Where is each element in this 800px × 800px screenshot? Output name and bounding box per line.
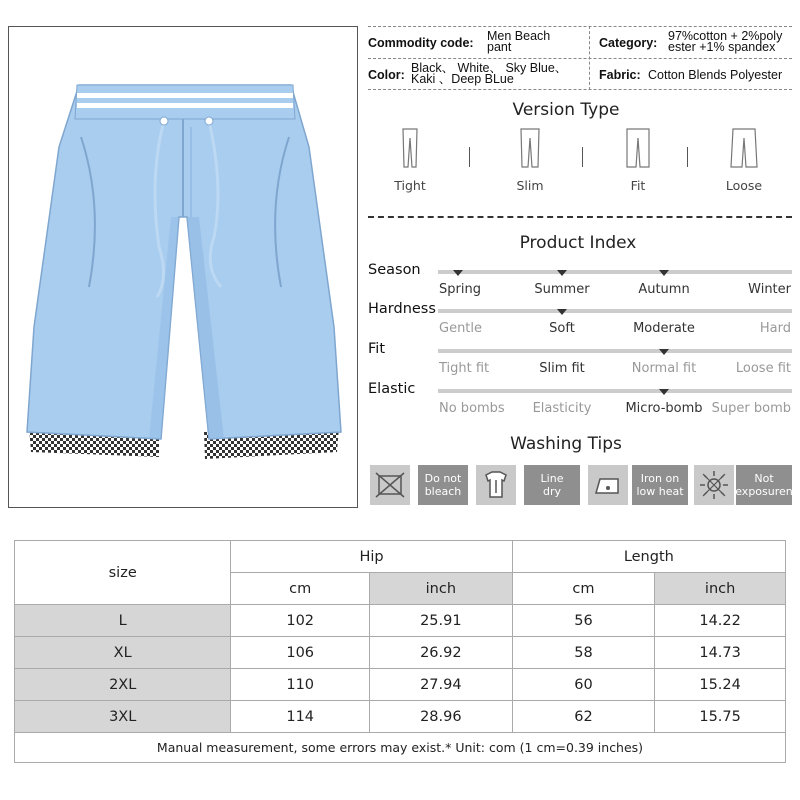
index-option: Tight fit [439,361,490,376]
length-inch-cell: 15.24 [655,669,786,701]
no-bleach-icon [370,465,410,505]
length-inch-cell: 14.22 [655,605,786,637]
section-divider [368,216,792,218]
fabric-value: Cotton Blends Polyester [648,68,783,82]
index-scale-bar [438,349,792,353]
iron-icon-tile [588,465,628,505]
index-selected-marker [659,270,669,276]
version-type-title: Version Type [512,100,620,120]
index-option: No bombs [439,401,505,416]
index-option: Summer [534,282,590,297]
product-index-title: Product Index [519,233,637,253]
blue-shorts-image [9,27,357,507]
length-header: Length [512,541,785,573]
version-fit: Fit [598,128,678,193]
version-slim: Slim [490,128,570,193]
fabric-label: Fabric: [599,68,641,82]
length-cm-cell: 56 [512,605,655,637]
commodity-code-value: Men Beach pant [487,29,551,54]
no-sun-icon [694,465,734,505]
index-selected-marker [659,389,669,395]
table-row [15,669,786,701]
color-label: Color: [368,68,405,82]
index-option: Micro-bomb [625,401,703,416]
index-category-fit: Fit [368,341,385,357]
line-dry-icon-tile [476,465,516,505]
index-scale-bar [438,309,792,313]
wash-label-bleach: Do not bleach [418,465,468,505]
wash-label-dry: Line dry [524,465,580,505]
index-option: Spring [439,282,481,297]
version-tight: Tight [370,128,450,193]
index-option: Loose fit [735,361,791,376]
index-option: Hard [759,321,791,336]
size-cell: L [15,605,231,637]
index-option: Elasticity [532,401,592,416]
category-label: Category: [599,36,658,50]
index-option: Gentle [439,321,483,336]
hip-cm-cell: 106 [231,637,370,669]
size-cell: 3XL [15,701,231,733]
length-cm-cell: 58 [512,637,655,669]
table-row [15,605,786,637]
size-table [14,540,786,763]
index-selected-marker [453,270,463,276]
index-option: Moderate [633,321,695,336]
tight-pants-icon [400,128,420,168]
index-category-hardness: Hardness [368,301,436,317]
length-inch-cell: 15.75 [655,701,786,733]
iron-icon [588,465,628,505]
hip-inch-cell: 27.94 [370,669,513,701]
no-wash-icon-tile [370,465,410,505]
hip-inch-header: inch [370,573,513,605]
index-option: Super bomb [711,401,791,416]
length-cm-cell: 62 [512,701,655,733]
length-inch-cell: 14.73 [655,637,786,669]
washing-tips-title: Washing Tips [510,434,622,454]
loose-pants-icon [730,128,758,168]
color-value: Black、 White、 Sky Blue、 Kaki 、Deep BLue [411,61,568,86]
wash-label-sun: Not exposuren [736,465,792,505]
index-option: Soft [549,321,575,336]
index-category-season: Season [368,262,421,278]
hip-inch-cell: 26.92 [370,637,513,669]
index-option: Winter [748,282,791,297]
hip-cm-cell: 114 [231,701,370,733]
hip-cm-cell: 102 [231,605,370,637]
hip-inch-cell: 28.96 [370,701,513,733]
index-scale-bar [438,270,792,274]
index-selected-marker [557,270,567,276]
index-option: Slim fit [539,361,585,376]
fit-pants-icon [625,128,651,168]
slim-pants-icon [518,128,542,168]
commodity-code-label: Commodity code: [368,36,474,50]
hip-inch-cell: 25.91 [370,605,513,637]
length-inch-header: inch [655,573,786,605]
hip-cm-header: cm [231,573,370,605]
index-selected-marker [557,309,567,315]
index-selected-marker [659,349,669,355]
size-header: size [15,541,231,605]
size-cell: XL [15,637,231,669]
wash-label-iron: Iron on low heat [632,465,688,505]
version-loose: Loose [704,128,784,193]
index-category-elastic: Elastic [368,381,416,397]
category-value: 97%cotton + 2%poly ester +1% spandex [668,29,783,54]
measurement-note: Manual measurement, some errors may exist.* Unit: com (1 cm=0.39 inches) [15,733,786,763]
table-row [15,701,786,733]
spec-table [368,26,792,90]
hip-cm-cell: 110 [231,669,370,701]
index-option: Normal fit [631,361,697,376]
hip-header: Hip [231,541,512,573]
no-sun-icon-tile [694,465,734,505]
index-scale-bar [438,389,792,393]
table-row [15,637,786,669]
index-option: Autumn [638,282,690,297]
length-cm-cell: 60 [512,669,655,701]
line-dry-icon [476,465,516,505]
size-cell: 2XL [15,669,231,701]
length-cm-header: cm [512,573,655,605]
product-photo [8,26,358,508]
